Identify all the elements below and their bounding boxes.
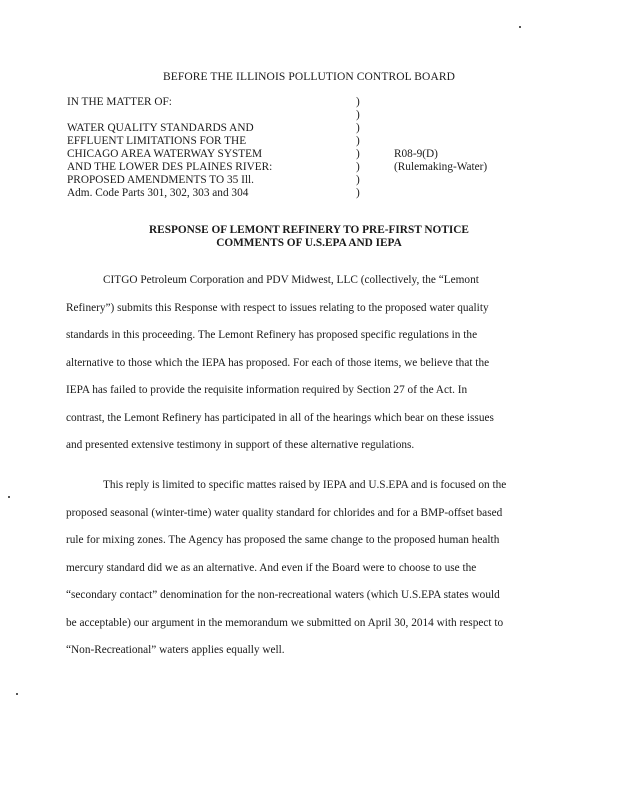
caption-line: AND THE LOWER DES PLAINES RIVER:	[67, 161, 273, 173]
caption-line: PROPOSED AMENDMENTS TO 35 Ill.	[67, 174, 254, 186]
text-line: “Non-Recreational” waters applies equally well.	[66, 644, 285, 656]
text-line: mercury standard did we as an alternative. And even if the Board were to choose to use the	[66, 561, 477, 574]
text-line: alternative to those which the IEPA has proposed. For each of those items, we believe that the	[66, 356, 490, 369]
text-line: and presented extensive testimony in support of these alternative regulations.	[66, 439, 415, 451]
text-line: contrast, the Lemont Refinery has participated in all of the hearings which bear on these issues	[66, 411, 494, 424]
caption-paren: )	[356, 187, 360, 199]
text-line: proposed seasonal (winter-time) water quality standard for chlorides and for a BMP-offset based	[66, 506, 503, 519]
paragraph-reply	[66, 472, 552, 665]
caption-line: IN THE MATTER OF:	[67, 96, 172, 108]
caption-line: EFFLUENT LIMITATIONS FOR THE	[67, 135, 247, 147]
text-line: rule for mixing zones. The Agency has proposed the same change to the proposed human health	[66, 534, 500, 546]
caption-paren: )	[356, 174, 360, 186]
docket-type: (Rulemaking-Water)	[394, 161, 488, 173]
board-title: BEFORE THE ILLINOIS POLLUTION CONTROL BOARD	[162, 71, 456, 83]
caption-line: WATER QUALITY STANDARDS AND	[67, 122, 254, 134]
text-line: This reply is limited to specific mattes raised by IEPA and U.S.EPA and is focused on the	[103, 479, 507, 491]
scan-speck	[519, 26, 521, 28]
text-line: IEPA has failed to provide the requisite information required by Section 27 of the Act. In	[66, 384, 468, 396]
caption-paren: )	[356, 96, 360, 108]
caption-paren: )	[356, 148, 360, 160]
text-line: standards in this proceeding. The Lemont Refinery has proposed specific regulations in the	[66, 329, 478, 341]
heading-line: COMMENTS OF U.S.EPA AND IEPA	[216, 237, 402, 249]
docket-number: R08-9(D)	[394, 148, 438, 160]
text-line: be acceptable) our argument in the memorandum we submitted on April 30, 2014 with respect to	[66, 616, 504, 629]
case-caption	[67, 96, 547, 216]
caption-paren: )	[356, 161, 360, 173]
paragraph-intro	[66, 267, 552, 460]
caption-line: CHICAGO AREA WATERWAY SYSTEM	[67, 148, 263, 160]
scan-speck	[8, 496, 10, 498]
text-line: “secondary contact” denomination for the non-recreational waters (which U.S.EPA states would	[66, 589, 500, 601]
caption-paren: )	[356, 135, 360, 147]
text-line: Refinery”) submits this Response with respect to issues relating to the proposed water quality	[66, 301, 489, 314]
text-line: CITGO Petroleum Corporation and PDV Midwest, LLC (collectively, the “Lemont	[103, 274, 479, 286]
caption-line: Adm. Code Parts 301, 302, 303 and 304	[67, 187, 249, 199]
scan-speck	[16, 693, 18, 695]
caption-paren: )	[356, 122, 360, 134]
heading-line: RESPONSE OF LEMONT REFINERY TO PRE-FIRST NOTICE	[149, 224, 469, 236]
response-heading	[0, 224, 618, 250]
caption-paren: )	[356, 109, 360, 121]
